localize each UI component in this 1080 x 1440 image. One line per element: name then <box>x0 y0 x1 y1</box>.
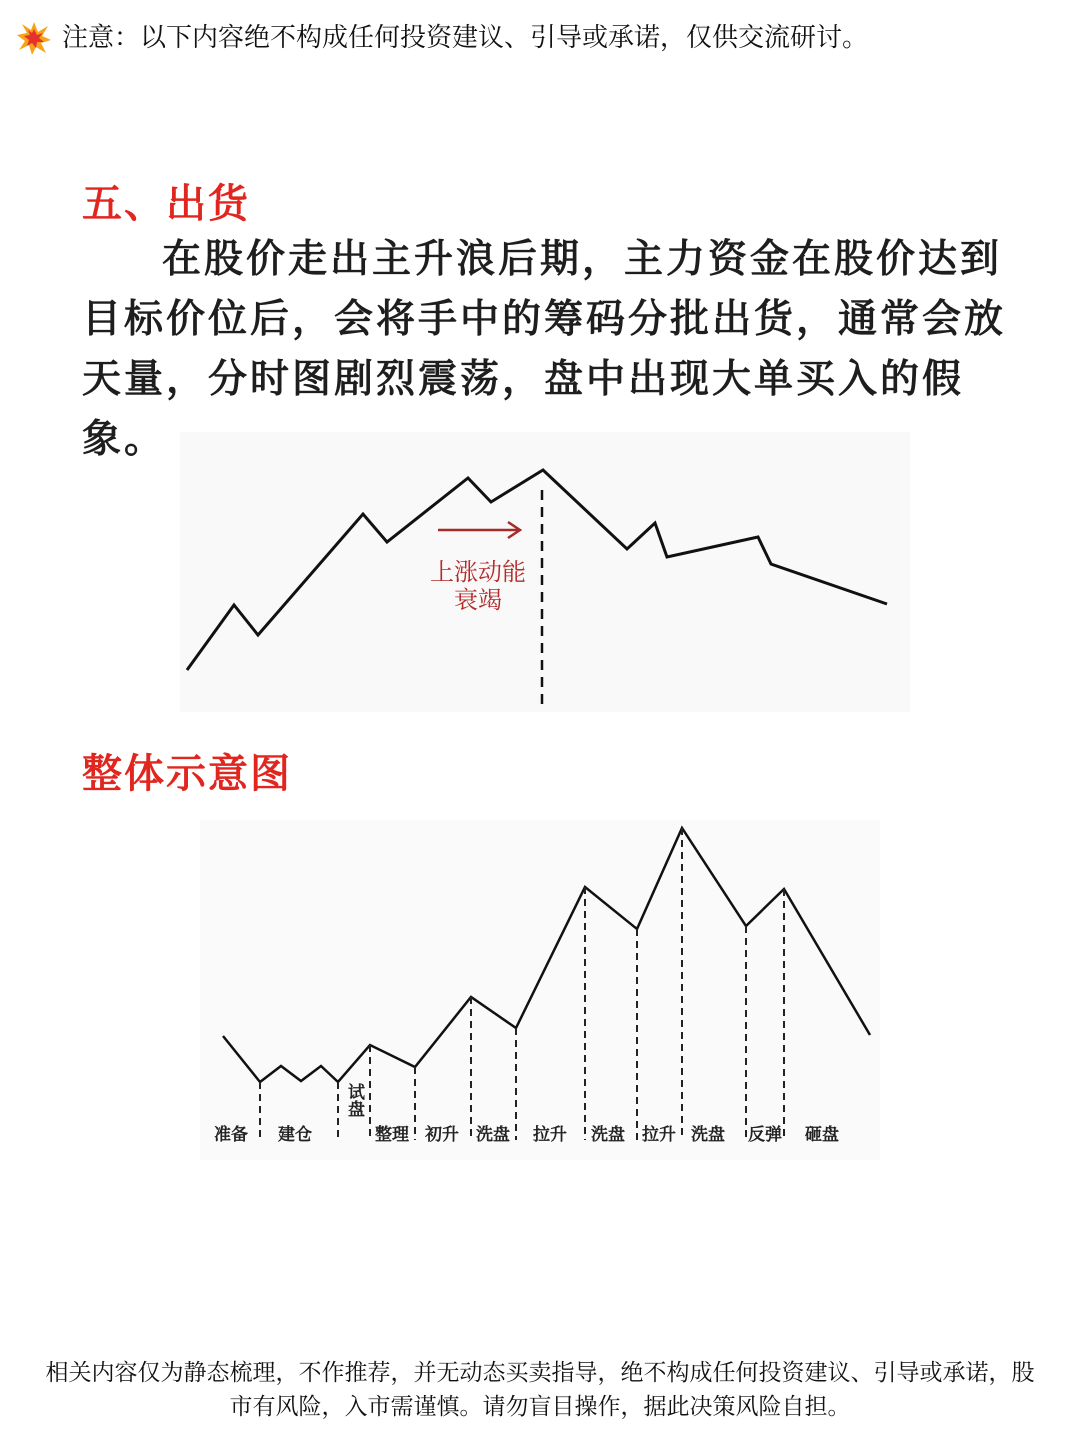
annotation-line-2: 衰竭 <box>454 586 502 614</box>
stage-label: 初升 <box>425 1125 459 1145</box>
stage-label: 反弹 <box>748 1125 782 1145</box>
disclaimer-notice <box>16 20 868 56</box>
stage-label: 试盘 <box>344 1083 364 1117</box>
explosion-icon <box>16 20 52 56</box>
footer-disclaimer <box>0 1356 1080 1424</box>
stage-label: 洗盘 <box>691 1125 725 1145</box>
distribution-stage-figure <box>180 432 910 712</box>
paragraph-text: 在股价走出主升浪后期，主力资金在股价达到目标价位后，会将手中的筹码分批出货，通常会放天量，分时图剧烈震荡，盘中出现大单买入的假象。 <box>82 237 1007 462</box>
stage-label: 整理 <box>375 1125 409 1145</box>
stage-label: 拉升 <box>533 1125 567 1145</box>
overview-figure <box>200 820 880 1160</box>
price-line <box>187 470 887 670</box>
stage-label: 砸盘 <box>805 1125 839 1145</box>
stage-dividers <box>260 828 784 1140</box>
distribution-chart <box>180 432 910 712</box>
stage-label: 建仓 <box>278 1125 312 1145</box>
overview-price-line <box>223 828 870 1082</box>
stage-label: 洗盘 <box>591 1125 625 1145</box>
overview-title: 整体示意图 <box>82 751 292 797</box>
annotation-line-1: 上涨动能 <box>430 558 526 586</box>
stage-label: 准备 <box>214 1125 248 1145</box>
stage-label: 洗盘 <box>476 1125 510 1145</box>
stage-label: 拉升 <box>642 1125 676 1145</box>
notice-text: 注意：以下内容绝不构成任何投资建议、引导或承诺，仅供交流研讨。 <box>62 23 869 53</box>
footer-line-2: 市有风险，入市需谨慎。请勿盲目操作，据此决策风险自担。 <box>229 1394 851 1420</box>
section-title: 五、出货 <box>82 181 250 227</box>
footer-line-1: 相关内容仅为静态梳理，不作推荐，并无动态买卖指导，绝不构成任何投资建议、引导或承诺，股 <box>45 1360 1035 1386</box>
overview-chart <box>200 820 880 1160</box>
